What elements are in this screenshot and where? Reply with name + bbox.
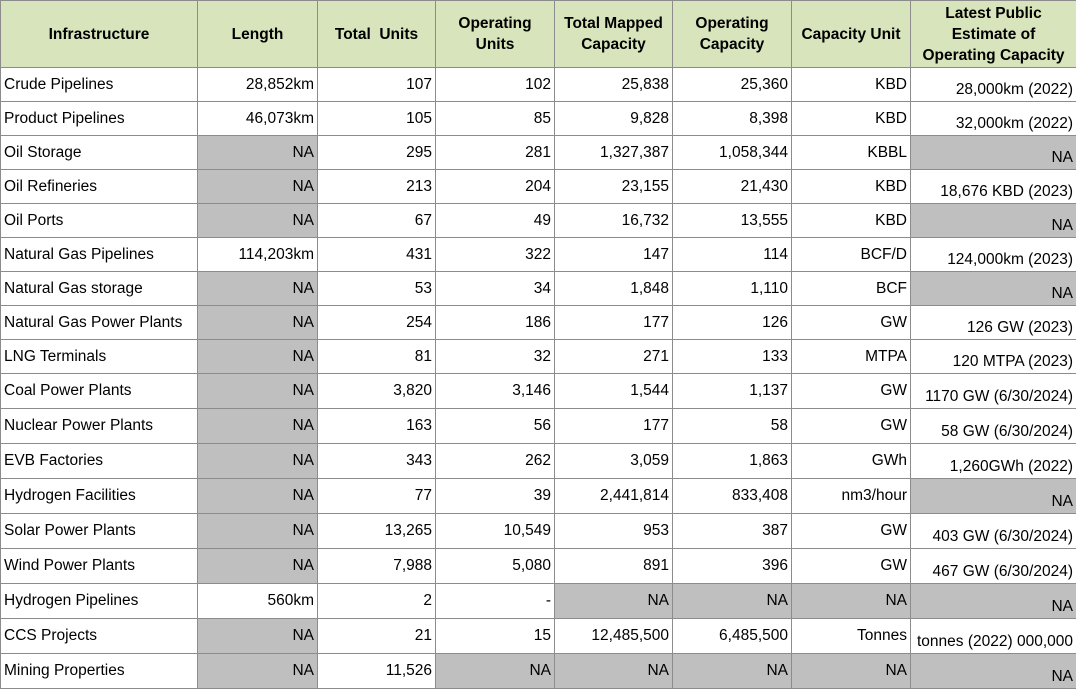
cell-latest-estimate: 000,000 tonnes (2022) — [911, 619, 1076, 654]
cell-length: 46,073km — [198, 102, 318, 136]
cell-length: NA — [198, 340, 318, 374]
cell-capacity-unit: BCF/D — [792, 238, 911, 272]
cell-latest-estimate: NA — [911, 584, 1076, 619]
cell-total-mapped-capacity: NA — [555, 584, 673, 619]
cell-total-mapped-capacity: 1,544 — [555, 374, 673, 409]
table-row — [1, 409, 1076, 444]
header-operating-units: Operating Units — [436, 1, 555, 68]
cell-capacity-unit: KBD — [792, 68, 911, 102]
cell-length: 114,203km — [198, 238, 318, 272]
cell-latest-estimate: 58 GW (6/30/2024) — [911, 409, 1076, 444]
table-row — [1, 479, 1076, 514]
cell-total-units: 105 — [318, 102, 436, 136]
cell-total-units: 11,526 — [318, 654, 436, 689]
cell-operating-capacity: 1,863 — [673, 444, 792, 479]
cell-infrastructure: Hydrogen Facilities — [1, 479, 198, 514]
cell-operating-units: - — [436, 584, 555, 619]
cell-capacity-unit: NA — [792, 654, 911, 689]
cell-capacity-unit: GW — [792, 549, 911, 584]
cell-capacity-unit: NA — [792, 584, 911, 619]
cell-length: NA — [198, 170, 318, 204]
cell-operating-units: 56 — [436, 409, 555, 444]
cell-infrastructure: Oil Storage — [1, 136, 198, 170]
cell-total-mapped-capacity: 25,838 — [555, 68, 673, 102]
cell-infrastructure: CCS Projects — [1, 619, 198, 654]
cell-length: NA — [198, 479, 318, 514]
cell-operating-capacity: 1,137 — [673, 374, 792, 409]
cell-operating-capacity: 396 — [673, 549, 792, 584]
cell-total-mapped-capacity: 147 — [555, 238, 673, 272]
cell-operating-units: 34 — [436, 272, 555, 306]
table-row — [1, 619, 1076, 654]
cell-total-units: 254 — [318, 306, 436, 340]
table-row — [1, 136, 1076, 170]
header-capacity-unit: Capacity Unit — [792, 1, 911, 68]
cell-total-units: 77 — [318, 479, 436, 514]
cell-operating-units: 5,080 — [436, 549, 555, 584]
header-infrastructure: Infrastructure — [1, 1, 198, 68]
table-row — [1, 102, 1076, 136]
cell-total-mapped-capacity: 12,485,500 — [555, 619, 673, 654]
cell-total-mapped-capacity: 3,059 — [555, 444, 673, 479]
cell-length: NA — [198, 619, 318, 654]
table-row — [1, 272, 1076, 306]
header-total-units: Total Units — [318, 1, 436, 68]
cell-total-mapped-capacity: 23,155 — [555, 170, 673, 204]
cell-operating-capacity: 25,360 — [673, 68, 792, 102]
cell-length: NA — [198, 514, 318, 549]
table-row — [1, 68, 1076, 102]
cell-total-mapped-capacity: 891 — [555, 549, 673, 584]
cell-length: NA — [198, 374, 318, 409]
cell-total-mapped-capacity: 1,848 — [555, 272, 673, 306]
cell-total-units: 53 — [318, 272, 436, 306]
cell-operating-units: 39 — [436, 479, 555, 514]
cell-capacity-unit: KBD — [792, 102, 911, 136]
cell-capacity-unit: nm3/hour — [792, 479, 911, 514]
cell-total-mapped-capacity: 953 — [555, 514, 673, 549]
table-row — [1, 170, 1076, 204]
cell-length: NA — [198, 136, 318, 170]
cell-total-units: 2 — [318, 584, 436, 619]
cell-operating-capacity: 833,408 — [673, 479, 792, 514]
cell-total-mapped-capacity: 2,441,814 — [555, 479, 673, 514]
cell-total-units: 213 — [318, 170, 436, 204]
cell-operating-capacity: 133 — [673, 340, 792, 374]
cell-capacity-unit: KBD — [792, 170, 911, 204]
table-row — [1, 514, 1076, 549]
cell-infrastructure: LNG Terminals — [1, 340, 198, 374]
cell-total-mapped-capacity: 271 — [555, 340, 673, 374]
cell-operating-capacity: 1,058,344 — [673, 136, 792, 170]
cell-length: NA — [198, 272, 318, 306]
table-row — [1, 340, 1076, 374]
cell-capacity-unit: Tonnes — [792, 619, 911, 654]
cell-operating-capacity: 21,430 — [673, 170, 792, 204]
cell-latest-estimate: 467 GW (6/30/2024) — [911, 549, 1076, 584]
cell-infrastructure: Wind Power Plants — [1, 549, 198, 584]
cell-capacity-unit: GW — [792, 374, 911, 409]
cell-operating-units: NA — [436, 654, 555, 689]
table-row — [1, 654, 1076, 689]
cell-total-units: 431 — [318, 238, 436, 272]
cell-latest-estimate: 1170 GW (6/30/2024) — [911, 374, 1076, 409]
cell-operating-capacity: 58 — [673, 409, 792, 444]
cell-infrastructure: EVB Factories — [1, 444, 198, 479]
cell-total-units: 295 — [318, 136, 436, 170]
cell-length: NA — [198, 444, 318, 479]
cell-infrastructure: Solar Power Plants — [1, 514, 198, 549]
cell-infrastructure: Oil Refineries — [1, 170, 198, 204]
cell-length: 560km — [198, 584, 318, 619]
cell-total-units: 21 — [318, 619, 436, 654]
cell-operating-units: 10,549 — [436, 514, 555, 549]
cell-length: NA — [198, 204, 318, 238]
table-row — [1, 374, 1076, 409]
cell-operating-capacity: 13,555 — [673, 204, 792, 238]
cell-total-mapped-capacity: 9,828 — [555, 102, 673, 136]
cell-total-mapped-capacity: 1,327,387 — [555, 136, 673, 170]
cell-operating-capacity: 114 — [673, 238, 792, 272]
cell-operating-capacity: 6,485,500 — [673, 619, 792, 654]
header-operating-capacity: Operating Capacity — [673, 1, 792, 68]
header-row — [1, 1, 1076, 68]
cell-infrastructure: Coal Power Plants — [1, 374, 198, 409]
cell-length: NA — [198, 409, 318, 444]
cell-infrastructure: Natural Gas storage — [1, 272, 198, 306]
cell-capacity-unit: GWh — [792, 444, 911, 479]
cell-operating-capacity: 387 — [673, 514, 792, 549]
cell-latest-estimate: 32,000km (2022) — [911, 102, 1076, 136]
cell-latest-estimate: NA — [911, 479, 1076, 514]
cell-total-mapped-capacity: NA — [555, 654, 673, 689]
cell-total-mapped-capacity: 16,732 — [555, 204, 673, 238]
cell-latest-estimate: 126 GW (2023) — [911, 306, 1076, 340]
cell-capacity-unit: BCF — [792, 272, 911, 306]
cell-capacity-unit: GW — [792, 409, 911, 444]
cell-total-mapped-capacity: 177 — [555, 306, 673, 340]
cell-total-units: 67 — [318, 204, 436, 238]
cell-operating-capacity: 126 — [673, 306, 792, 340]
cell-operating-units: 49 — [436, 204, 555, 238]
cell-total-units: 7,988 — [318, 549, 436, 584]
table-row — [1, 238, 1076, 272]
cell-capacity-unit: MTPA — [792, 340, 911, 374]
cell-total-units: 107 — [318, 68, 436, 102]
cell-operating-units: 102 — [436, 68, 555, 102]
cell-latest-estimate: NA — [911, 654, 1076, 689]
cell-total-units: 13,265 — [318, 514, 436, 549]
table-row — [1, 444, 1076, 479]
cell-latest-estimate: 18,676 KBD (2023) — [911, 170, 1076, 204]
cell-length: NA — [198, 549, 318, 584]
cell-latest-estimate: NA — [911, 136, 1076, 170]
cell-length: NA — [198, 306, 318, 340]
cell-capacity-unit: KBD — [792, 204, 911, 238]
cell-operating-units: 3,146 — [436, 374, 555, 409]
cell-latest-estimate: 403 GW (6/30/2024) — [911, 514, 1076, 549]
cell-operating-units: 281 — [436, 136, 555, 170]
cell-capacity-unit: GW — [792, 514, 911, 549]
cell-operating-units: 32 — [436, 340, 555, 374]
table-row — [1, 584, 1076, 619]
cell-total-mapped-capacity: 177 — [555, 409, 673, 444]
cell-operating-units: 322 — [436, 238, 555, 272]
cell-total-units: 343 — [318, 444, 436, 479]
cell-capacity-unit: KBBL — [792, 136, 911, 170]
cell-length: NA — [198, 654, 318, 689]
cell-operating-capacity: NA — [673, 654, 792, 689]
cell-latest-estimate: 28,000km (2022) — [911, 68, 1076, 102]
table-row — [1, 549, 1076, 584]
cell-total-units: 163 — [318, 409, 436, 444]
cell-total-units: 3,820 — [318, 374, 436, 409]
cell-operating-units: 85 — [436, 102, 555, 136]
cell-infrastructure: Product Pipelines — [1, 102, 198, 136]
cell-latest-estimate: 124,000km (2023) — [911, 238, 1076, 272]
cell-infrastructure: Mining Properties — [1, 654, 198, 689]
cell-length: 28,852km — [198, 68, 318, 102]
cell-infrastructure: Hydrogen Pipelines — [1, 584, 198, 619]
cell-infrastructure: Natural Gas Power Plants — [1, 306, 198, 340]
cell-infrastructure: Nuclear Power Plants — [1, 409, 198, 444]
cell-infrastructure: Natural Gas Pipelines — [1, 238, 198, 272]
cell-total-units: 81 — [318, 340, 436, 374]
table-row — [1, 306, 1076, 340]
cell-operating-units: 15 — [436, 619, 555, 654]
cell-infrastructure: Oil Ports — [1, 204, 198, 238]
header-latest-estimate: Latest Public Estimate of Operating Capacity — [911, 1, 1076, 68]
cell-latest-estimate: NA — [911, 204, 1076, 238]
cell-latest-estimate: NA — [911, 272, 1076, 306]
cell-operating-capacity: 8,398 — [673, 102, 792, 136]
cell-latest-estimate: 1,260GWh (2022) — [911, 444, 1076, 479]
cell-capacity-unit: GW — [792, 306, 911, 340]
cell-infrastructure: Crude Pipelines — [1, 68, 198, 102]
cell-latest-estimate: 120 MTPA (2023) — [911, 340, 1076, 374]
cell-operating-units: 186 — [436, 306, 555, 340]
cell-operating-capacity: NA — [673, 584, 792, 619]
cell-operating-units: 204 — [436, 170, 555, 204]
header-total-mapped-capacity: Total Mapped Capacity — [555, 1, 673, 68]
cell-operating-units: 262 — [436, 444, 555, 479]
header-length: Length — [198, 1, 318, 68]
table-row — [1, 204, 1076, 238]
cell-operating-capacity: 1,110 — [673, 272, 792, 306]
